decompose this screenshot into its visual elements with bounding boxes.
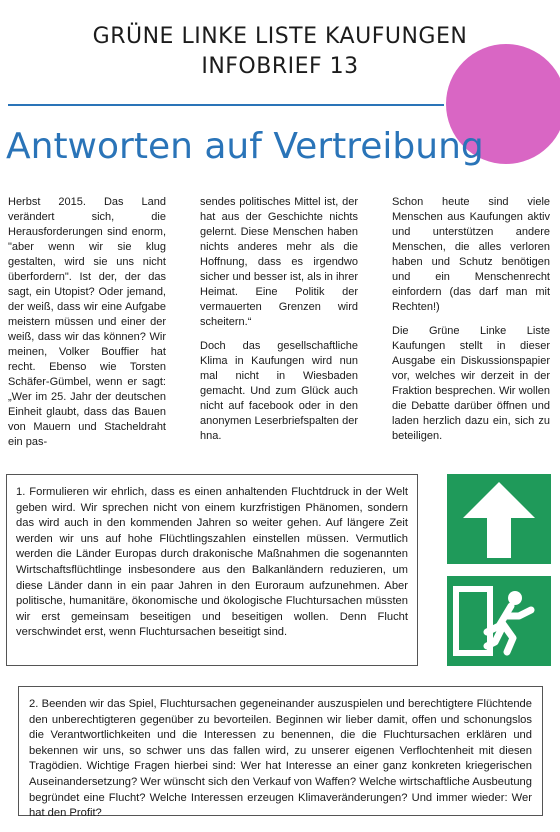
column-paragraph: Herbst 2015. Das Land verändert sich, die Herausforderungen sind enorm, "aber wenn wir sie klug gestalten, wird sie uns nicht überfordern". Ist der, der das sagt, ein Utopist? Oder jemand, der weiß, dass wir eine Aufgabe meistern müssen und einer der weiß, dass wir das können? Wir meinen, Volker Bouffier hat recht. Ebenso wie Torsten Schäfer-Gümbel, wenn er sagt: „Wer im 25. Jahr der deutschen Einheit glaubt, dass das Bauen von Mauern und Stacheldraht ein pas- [8,196,166,448]
text-column-1 [8,195,166,459]
column-paragraph: Die Grüne Linke Liste Kaufungen stellt in dieser Ausgabe ein Diskussionspapier vor, welches wir derzeit in der Fraktion besprechen. Wir wollen die Debatte darüber öffnen und laden herzlich dazu ein, sich zu beteiligen. [392,325,550,442]
header-title: GRÜNE LINKE LISTE KAUFUNGEN [92,24,468,49]
header-divider [8,104,444,106]
header-issue: INFOBRIEF 13 [201,54,359,79]
arrow-up-icon [447,474,551,564]
column-paragraph: Doch das gesellschaftliche Klima in Kaufungen wird nun mal nicht in Wiesbaden gemacht. Und zum Glück auch nicht auf facebook oder in den anonymen Leserbriefspalten der hna. [200,340,358,442]
text-column-2 [200,195,358,453]
column-paragraph: sendes politisches Mittel ist, der hat aus der Geschichte nichts gelernt. Diese Menschen haben nichts anderes mehr als die Hoffnung, dass es irgendwo sicher und besser ist, als in ihrer Heimat. Eine Politik der vermauerten Grenzen wird scheitern.“ [200,196,358,328]
position-text-1: 1. Formulieren wir ehrlich, dass es einen anhaltenden Fluchtdruck in der Welt geben wird. Wir sprechen nicht von einem kurzfristigen Phänomen, sondern das wird auch in den kommenden Jahren so weiter gehen. Auf längere Zeit werden wir uns auf hohe Flüchtlingszahlen einstellen müssen. Vermutlich werden die Länder Europas durch drakonische Maßnahmen die sogenannten Wirtschaftsflüchtlinge insbesondere aus den Balkanländern reduzieren, um diese Länder dann in ein paar Jahren in den Euroraum aufzunehmen. Aber politische, humanitäre, ökonomische und ökologische Fluchtursachen müssten wir erst gemeinsam beseitigen und beseitigen wollen. Denn Flucht verschwindet erst, wenn Fluchtursachen beseitigt sind. [16,486,408,639]
position-text-2: 2. Beenden wir das Spiel, Fluchtursachen gegeneinander auszuspielen und berechtigtere Flüchtende den unberechtigteren gegenüber zu bevorteilen. Beginnen wir lieber damit, offen und schonungslos die Verantwortlichkeiten und die Interessen zu benennen, die die Fluchtursachen erklären und bekennen wir uns, so schwer uns das fallen wird, zu unserer eigenen Verflochtenheit mit diesen Tragödien. Wichtige Fragen hierbei sind: Wer hat Interesse an einer ganz konkreten kriegerischen Auseinandersetzung? Wer wünscht sich den Verkauf von Waffen? Welche wirtschaftliche Ausbeutung begründet eine Flucht? Welche Interessen erzeugen Klimaveränderungen? Und immer wieder: Wer hat den Profit? [29,698,532,820]
column-paragraph: Schon heute sind viele Menschen aus Kaufungen aktiv und unterstützen andere Menschen, die alles verloren haben und Schutz benötigen und ein Menschenrecht einfordern (das darf man mit Rechten!) [392,196,550,313]
position-box-2 [18,686,543,820]
emergency-exit-icon [447,576,551,666]
text-column-3 [392,195,550,453]
position-box-1 [6,474,418,666]
page-title: Antworten auf Vertreibung [6,126,484,167]
